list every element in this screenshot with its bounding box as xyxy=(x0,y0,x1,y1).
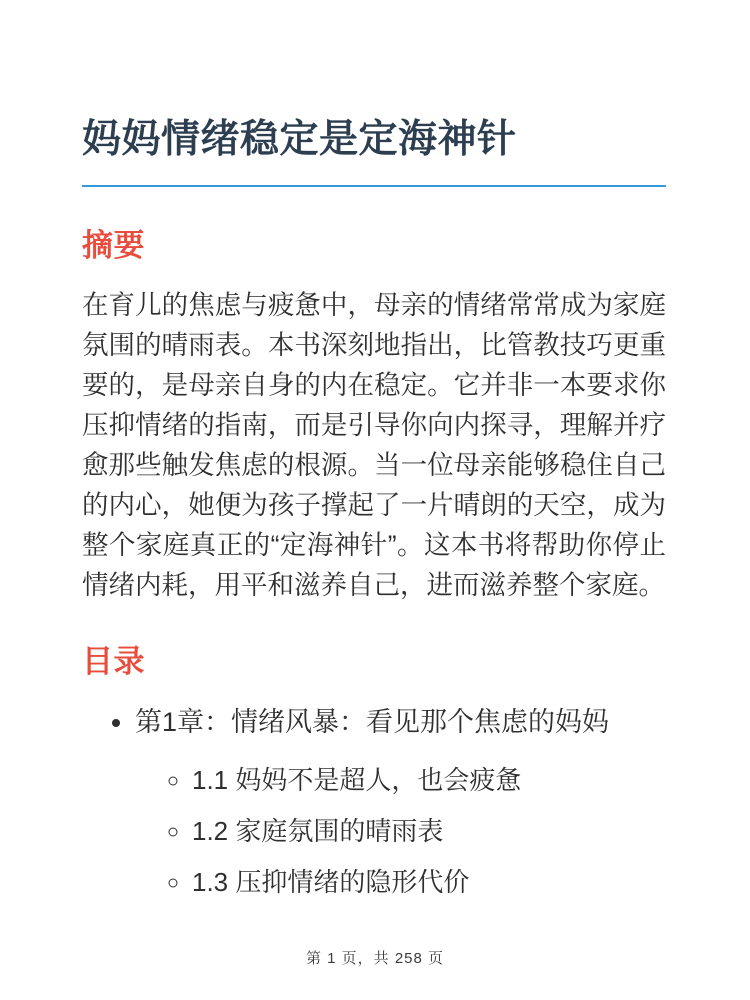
toc-chapter-1-sublist xyxy=(135,765,666,897)
toc-chapter-1 xyxy=(135,705,666,897)
page-title: 妈妈情绪稳定是定海神针 xyxy=(82,118,666,187)
toc-heading: 目录 xyxy=(82,643,145,679)
toc-chapter-1-label: 第1章：情绪风暴：看见那个焦虑的妈妈 xyxy=(135,707,610,738)
page-number-indicator: 第 1 页，共 258 页 xyxy=(305,950,445,967)
toc-item-1-1: ◦ 1.1 妈妈不是超人，也会疲惫 xyxy=(192,765,666,795)
abstract-paragraph: 在育儿的焦虑与疲惫中，母亲的情绪常常成为家庭氛围的晴雨表。本书深刻地指出，比管教技巧更重要的，是母亲自身的内在稳定。它并非一本要求你压抑情绪的指南，而是引导你向内探寻，理解并疗愈那些触发焦虑的根源。当一位母亲能够稳住自己的内心，她便为孩子撑起了一片晴朗的天空，成为整个家庭真正的“定海神针”。这本书将帮助你停止情绪内耗，用平和滋养自己，进而滋养整个家庭。 xyxy=(82,289,666,600)
toc-item-1-2: ◦ 1.2 家庭氛围的晴雨表 xyxy=(192,816,666,846)
toc-item-1-3: ◦ 1.3 压抑情绪的隐形代价 xyxy=(192,867,666,897)
toc-list xyxy=(82,705,666,897)
abstract-heading: 摘要 xyxy=(82,227,145,263)
